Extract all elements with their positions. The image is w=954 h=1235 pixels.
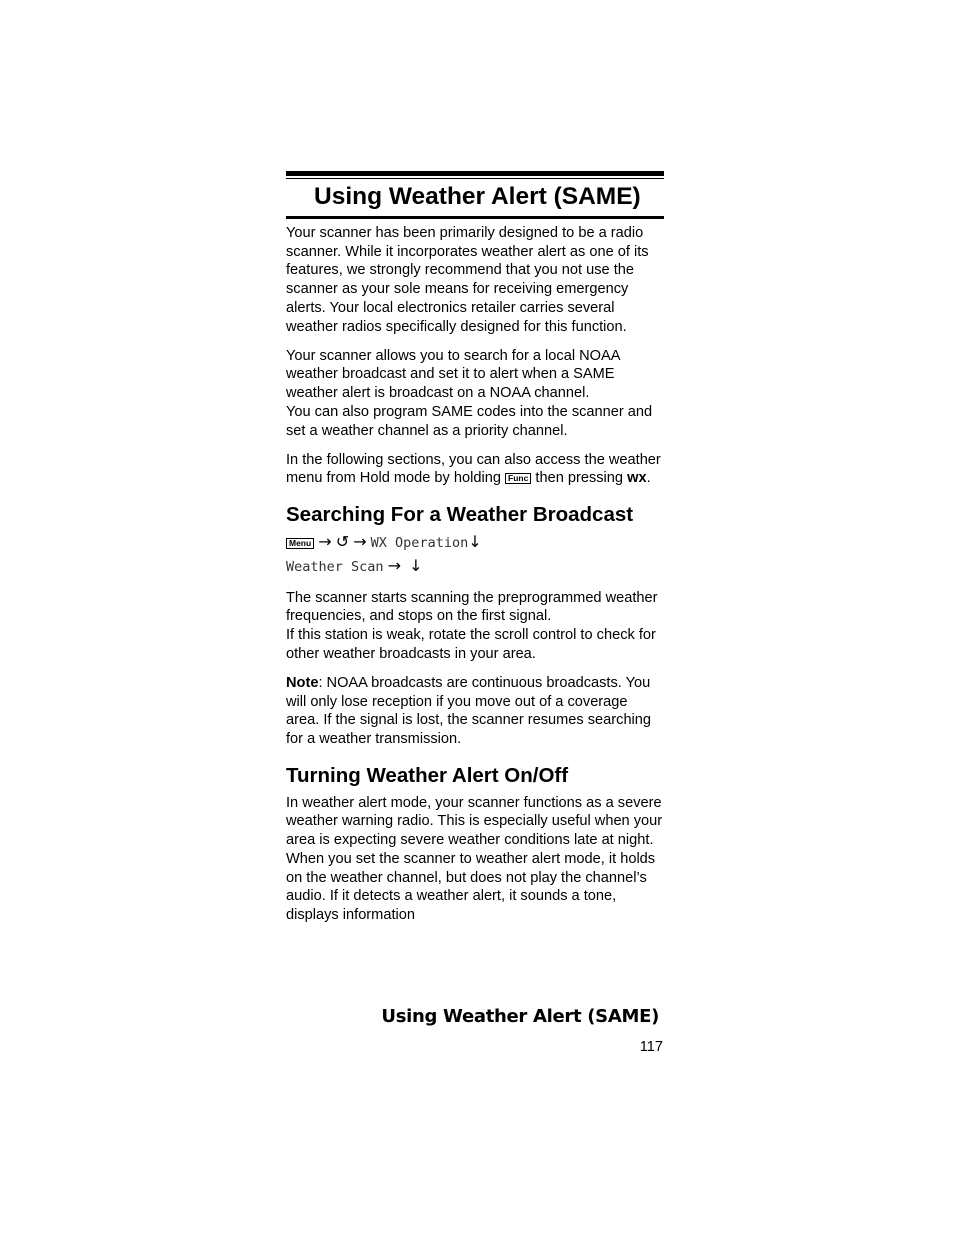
intro-p3-mid: then pressing [535,470,624,487]
intro-p3-pre: In the following sections, you can also access the weather menu from Hold mode by holding [286,451,661,487]
search-p1-line2: If this station is weak, rotate the scroll control to check for other weather broadcasts in your area. [286,627,656,662]
menu-path-line-2 [286,554,664,578]
turn-section-heading: Turning Weather Alert On/Off [286,763,569,787]
page-title: Using Weather Alert (SAME) [314,183,641,210]
intro-p2-line2: You can also program SAME codes into the scanner and set a weather channel as a priority channel. [286,403,653,439]
title-rule-top [286,171,664,176]
arrow-right-icon: → [353,532,367,552]
arrow-down-icon: ↓ [409,556,423,576]
arrow-down-icon: ↓ [468,532,482,552]
search-p1-line1: The scanner starts scanning the preprogrammed weather frequencies, and stops on the first signal. [286,589,658,625]
note-label: Note [286,674,319,691]
menu-item-wx-operation: WX Operation [370,535,469,552]
search-section-heading: Searching For a Weather Broadcast [286,503,634,527]
intro-paragraph-2 [286,347,664,441]
arrow-right-icon: → [318,532,332,552]
page-number: 117 [639,1039,663,1055]
turn-paragraph-1: In weather alert mode, your scanner functions as a severe weather warning radio. This is especially useful when your area is expecting severe weather conditions late at night. When you set the scanner to weather alert mode, it holds on the weather channel, but does not play the channel’s audio. If it detects a weather alert, it sounds a tone, displays information [286,794,663,923]
title-rule-top-thin [286,178,664,179]
menu-item-weather-scan: Weather Scan [286,559,384,576]
intro-paragraph-1: Your scanner has been primarily designed to be a radio scanner. While it incorporates weather alert as one of its features, we strongly recommend that you not use the scanner as your sole means for receiving emergency alerts. Your local electronics retailer carries several weather radios specifically designed for this function. [286,225,649,335]
intro-p3-end: . [646,470,651,487]
rotate-icon: ↺ [335,532,350,552]
wx-key-label: wx [627,470,647,487]
menu-path-line-1 [286,530,664,554]
page-column [286,171,664,925]
intro-paragraph-3 [286,451,664,488]
arrow-right-icon: → [387,556,402,576]
func-key-icon: Func [505,473,531,484]
menu-key-icon: Menu [286,538,314,549]
footer-title: Using Weather Alert (SAME) [381,1006,659,1027]
search-paragraph-1 [286,589,664,664]
note-text: : NOAA broadcasts are continuous broadcasts. You will only lose reception if you move out of a coverage area. If the signal is lost, the scanner resumes searching for a weather transmission. [286,674,652,748]
note-paragraph [286,674,664,749]
title-rule-bottom [286,216,664,219]
intro-p2-line1: Your scanner allows you to search for a local NOAA weather broadcast and set it to alert when a SAME weather alert is broadcast on a NOAA channel. [286,347,620,402]
